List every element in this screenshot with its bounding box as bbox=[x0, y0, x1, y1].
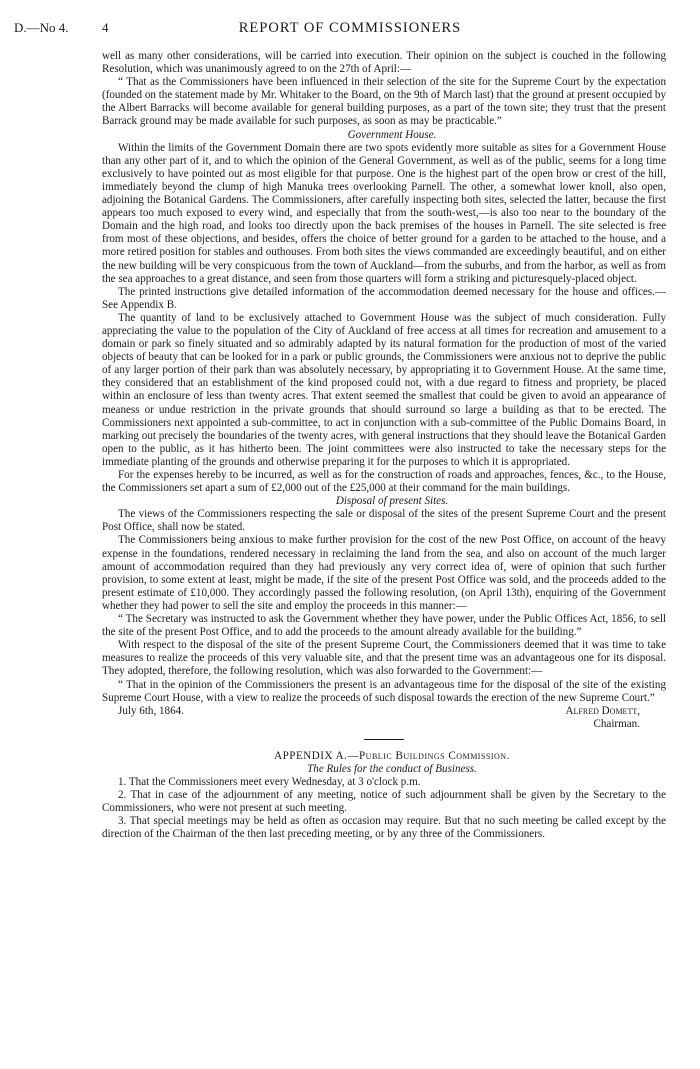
paragraph: The Commissioners being anxious to make further provision for the cost of the new Post Office, on account of the heavy expense in the foundations, rendered necessary in reclaiming the land from the sea, and also on account of the much larger amount of accommodation required than they had previously any very correct idea of, were of opinion that such further provision, to some extent at least, might be made, if the site of the present Post Office was sold, and the proceeds added to the present estimate of £10,000. They accordingly passed the following resolution, (on April 13th), enquiring of the Government whether they had power to sell the site and employ the proceeds in this manner:— bbox=[102, 534, 666, 612]
rule-item: 1. That the Commissioners meet every Wednesday, at 3 o'clock p.m. bbox=[118, 776, 421, 789]
paragraph: The quantity of land to be exclusively attached to Government House was the subject of much consideration. Fully appreciating the value to the population of the City of Auckland of free access at all times for recreation and amusement to a domain or park so finely situated and so admirably adapted by its natural formation for the production of most of the varied objects of beauty that can be looked for in a park or public grounds, the Commissioners were anxious not to deprive the public of any larger portion of their park than was absolutely necessary, by appropriating it to Government House. At the same time, they considered that an establishment of the kind proposed could not, with a due regard to fitness and propriety, be placed within an enclosure of less than twenty acres. That extent seemed the smallest that could be given to avoid an appearance of meaness or undue restriction in the private grounds that should surround so large a building as that to be erected. The Commissioners next appointed a sub-committee, to act in conjunction with a sub-committee of the Public Domains Board, in marking out precisely the boundaries of the twenty acres, with general instructions that they should leave the Botanical Garden open to the public, as it has hitherto been. The joint committees were also instructed to take the necessary steps for the immediate planting of the grounds and otherwise preparing it for the purposes to which it is appropriated. bbox=[102, 311, 666, 468]
running-title: REPORT OF COMMISSIONERS bbox=[238, 20, 462, 36]
document-reference: D.—No 4. bbox=[14, 20, 69, 35]
rule-item: 2. That in case of the adjournment of any meeting, notice of such adjournment shall be given by the Secretary to the Commissioners, who were not present at such meeting. bbox=[102, 789, 666, 815]
resolution-quote: “ The Secretary was instructed to ask the Government whether they have power, under the Public Offices Act, 1856, to sell the site of the present Post Office, and to add the proceeds to the amount already available for the building.” bbox=[102, 613, 666, 639]
page-number: 4 bbox=[102, 20, 109, 35]
paragraph: The printed instructions give detailed information of the accommodation deemed necessary for the house and offices.—See Appendix B. bbox=[102, 285, 666, 311]
paragraph: The views of the Commissioners respecting the sale or disposal of the sites of the present Supreme Court and the present Post Office, shall now be stated. bbox=[102, 508, 666, 534]
appendix-subtitle: The Rules for the conduct of Business. bbox=[307, 762, 477, 775]
resolution-quote: “ That as the Commissioners have been influenced in their selection of the site for the Supreme Court by the expectation (founded on the statement made by Mr. Whitaker to the Board, on the 9th of March last) that the ground at present occupied by the Albert Barracks will become available for general building purposes, as a part of the town site; they trust that the present Barrack ground may be made available for such purposes, as soon as may be practicable.” bbox=[102, 76, 666, 128]
appendix-title bbox=[102, 750, 666, 763]
paragraph: Within the limits of the Government Domain there are two spots evidently more suitable as sites for a Government House than any other part of it, and to which the opinion of the General Government, as well as of the public, seems for a long time exclusively to have pointed out as most eligible for that purpose. One is the highest part of the open brow or crest of the hill, immediately beyond the clump of high Manuka trees overlooking Parnell. The other, a somewhat lower knoll, also open, adjoining the Botanical Gardens. The Commissioners, after carefully inspecting both sites, selected the latter, because the first appears too much exposed to every wind, and especially that from the south-west,—is also too near to the boundary of the Domain and the high road, and looks too directly upon the back premises of the houses in Parnell. The site selected is free from most of these objections, and besides, offers the choice of better ground for a garden to be attached to the house, and a more retired position for stables and outhouses. From both sites the views commanded are exceedingly beautiful, and on either the new building will be very conspicuous from the town of Auckland—from the suburbs, and from the harbor, as well as from the sea approaches to a great distance, and seen from those quarters will form a striking and picturesquely-placed object. bbox=[102, 141, 666, 285]
paragraph: For the expenses hereby to be incurred, as well as for the construction of roads and approaches, fences, &c., to the House, the Commissioners set apart a sum of £2,000 out of the £25,000 at their command for the main buildings. bbox=[102, 469, 666, 495]
signature-name-block bbox=[566, 705, 666, 731]
paragraph: well as many other considerations, will be carried into execution. Their opinion on the subject is couched in the following Resolution, which was unanimously agreed to on the 27th of April:— bbox=[102, 50, 666, 76]
appendix-title-smallcaps: Public Buildings Commission. bbox=[359, 749, 510, 762]
signature-role: Chairman. bbox=[593, 717, 640, 730]
section-divider bbox=[364, 739, 404, 740]
signature-date: July 6th, 1864. bbox=[118, 704, 184, 717]
appendix-title-prefix: APPENDIX A.— bbox=[274, 749, 360, 762]
page-header bbox=[0, 20, 700, 38]
paragraph: With respect to the disposal of the site of the present Supreme Court, the Commissioners deemed that it was time to take measures to realize the proceeds of this very valuable site, and that the present time was an advantageous one for its disposal. They adopted, therefore, the following resolution, which was also forwarded to the Government:— bbox=[102, 639, 666, 678]
signature-name: Alfred Domett, bbox=[565, 704, 640, 717]
signature-block bbox=[102, 705, 666, 731]
rule-item: 3. That special meetings may be held as often as occasion may require. But that no such meeting be called except by the direction of the Chairman of the then last preceding meeting, or by any three of the Commissioners. bbox=[102, 815, 666, 841]
section-heading-disposal: Disposal of present Sites. bbox=[335, 495, 449, 508]
section-heading-government-house: Government House. bbox=[347, 128, 437, 141]
resolution-quote: “ That in the opinion of the Commissioners the present is an advantageous time for the disposal of the site of the existing Supreme Court House, with a view to realize the proceeds of such disposal towards the erection of the new Supreme Court.” bbox=[102, 678, 666, 704]
report-body bbox=[102, 50, 666, 842]
